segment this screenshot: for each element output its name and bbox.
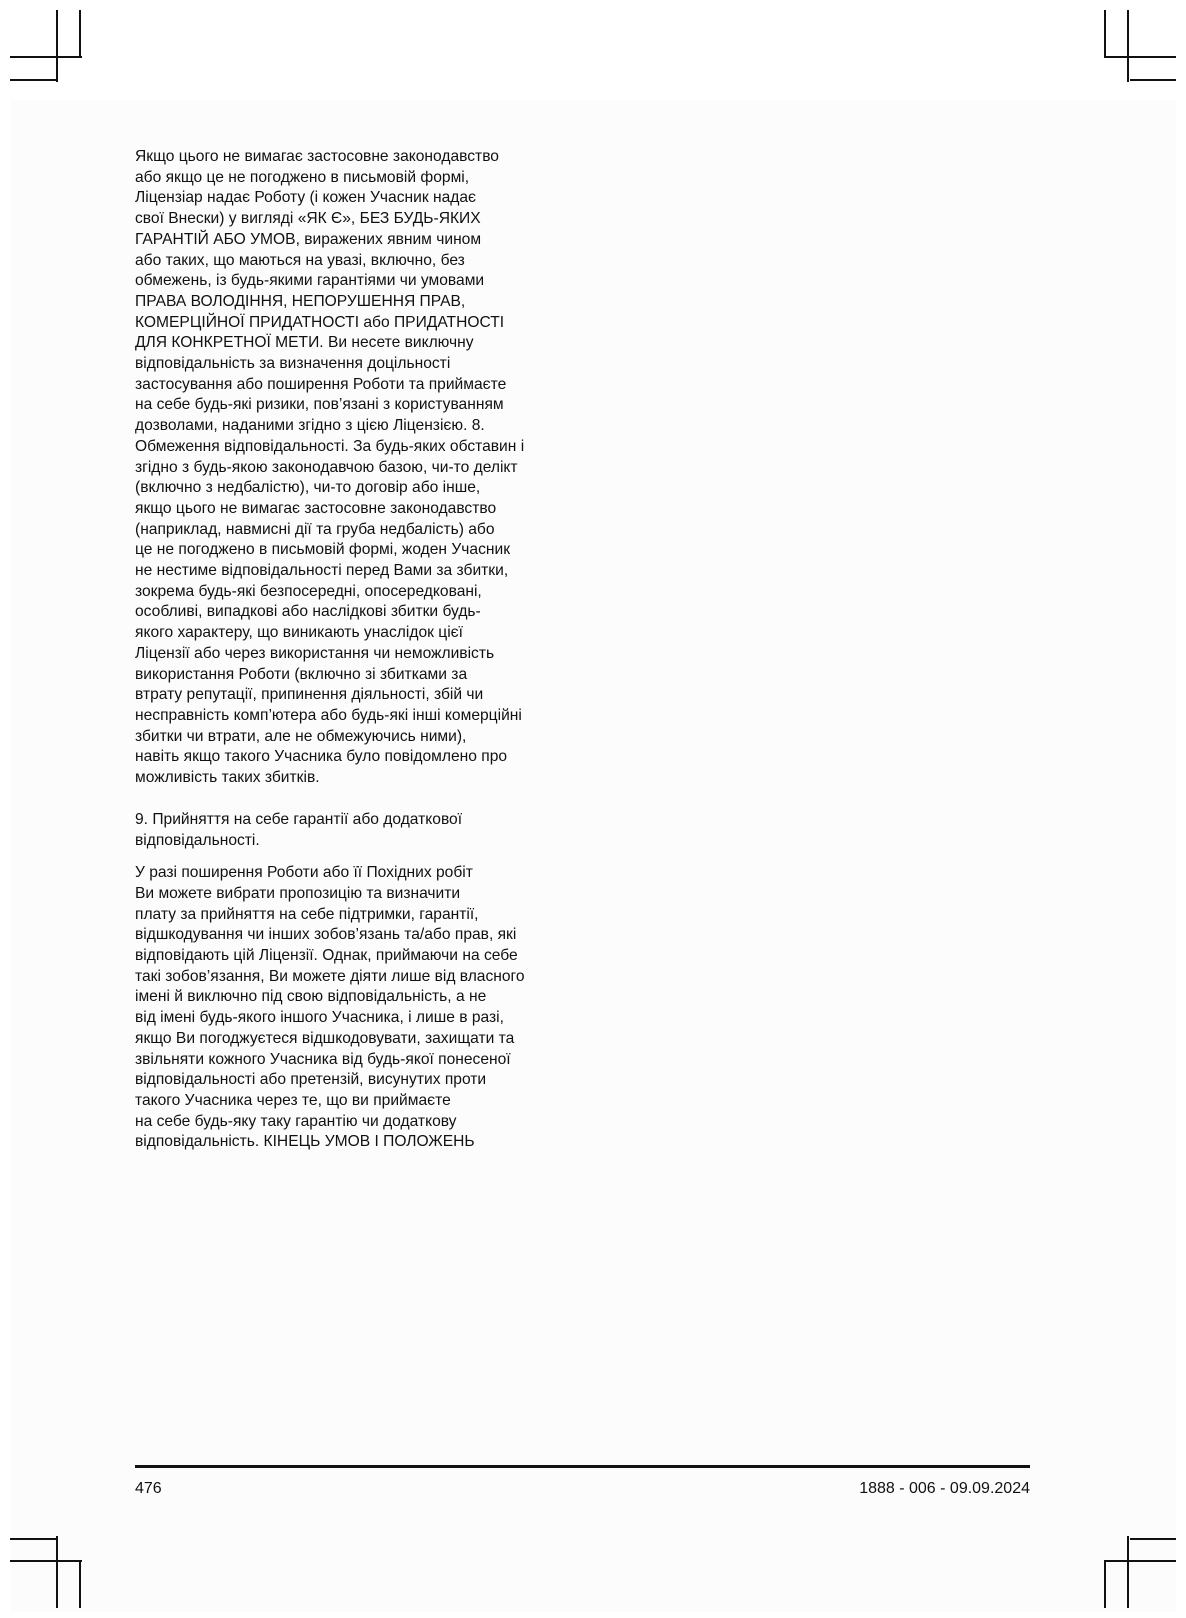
crop-mark-bottom-right-inner-horizontal: [1130, 1538, 1176, 1540]
text-line: на себе будь-яку таку гарантію чи додаткову: [135, 1112, 457, 1130]
text-line: КОМЕРЦІЙНОЇ ПРИДАТНОСТІ або ПРИДАТНОСТІ: [135, 313, 505, 331]
text-line: можливість таких збитків.: [135, 769, 320, 787]
crop-mark-top-right-horizontal: [1104, 56, 1176, 58]
crop-mark-top-left-inner-horizontal: [10, 79, 56, 81]
crop-mark-bottom-left-horizontal: [10, 1560, 82, 1562]
footer-rule: [135, 1465, 1030, 1468]
crop-mark-bottom-right-inner-vertical: [1104, 1562, 1106, 1608]
crop-mark-bottom-left-vertical: [56, 1536, 58, 1608]
text-line: Обмеження відповідальності. За будь-яких обставин і: [135, 437, 525, 455]
text-line: особливі, випадкові або наслідкові збитки будь-: [135, 603, 481, 621]
text-line: збитки чи втрати, але не обмежуючись ними),: [135, 727, 467, 745]
text-line: ДЛЯ КОНКРЕТНОЇ МЕТИ. Ви несете виключну: [135, 334, 474, 352]
heading-line: 9. Прийняття на себе гарантії або додаткової: [135, 810, 463, 828]
text-line: ГАРАНТІЙ АБО УМОВ, виражених явним чином: [135, 230, 482, 248]
text-column: [135, 147, 575, 1153]
text-line: такі зобов’язання, Ви можете діяти лише від власного: [135, 967, 525, 985]
paragraph-warranty-disclaimer: [135, 147, 575, 789]
crop-mark-top-right-vertical: [1127, 10, 1129, 82]
text-line: відповідають цій Ліцензії. Однак, приймаючи на себе: [135, 947, 518, 965]
crop-mark-top-left-vertical: [56, 10, 58, 82]
text-line: від імені будь-якого іншого Учасника, і лише в разі,: [135, 1009, 504, 1027]
text-line: зокрема будь-які безпосередні, опосередковані,: [135, 582, 482, 600]
crop-mark-bottom-right-vertical: [1127, 1536, 1129, 1608]
text-line: дозволами, наданими згідно з цією Ліцензією. 8.: [135, 417, 485, 435]
text-line: плату за прийняття на себе підтримки, гарантії,: [135, 905, 479, 923]
text-line: навіть якщо такого Учасника було повідомлено про: [135, 748, 508, 766]
text-line: Ліцензії або через використання чи неможливість: [135, 644, 495, 662]
text-line: використання Роботи (включно зі збитками за: [135, 665, 468, 683]
text-line: несправність комп’ютера або будь-які інші комерційні: [135, 706, 522, 724]
text-line: якщо цього не вимагає застосовне законодавство: [135, 499, 497, 517]
text-line: (включно з недбалістю), чи-то договір або інше,: [135, 479, 481, 497]
heading-line: відповідальності.: [135, 831, 260, 849]
text-line: звільняти кожного Учасника від будь-якої понесеної: [135, 1050, 511, 1068]
paragraph-additional-liability: [135, 863, 575, 1153]
text-line: Ви можете вибрати пропозицію та визначити: [135, 884, 461, 902]
text-line: свої Внески) у вигляді «ЯК Є», БЕЗ БУДЬ-ЯКИХ: [135, 210, 481, 228]
text-line: втрату репутації, припинення діяльності, збій чи: [135, 686, 484, 704]
text-line: імені й виключно під свою відповідальність, а не: [135, 988, 487, 1006]
crop-mark-top-left-inner-vertical: [79, 10, 81, 56]
text-line: (наприклад, навмисні дії та груба недбалість) або: [135, 520, 495, 538]
text-line: відшкодування чи інших зобов’язань та/або прав, які: [135, 926, 517, 944]
page-number: 476: [135, 1480, 162, 1497]
crop-mark-top-left-horizontal: [10, 56, 82, 58]
text-line: якого характеру, що виникають унаслідок цієї: [135, 624, 463, 642]
text-line: згідно з будь-якою законодавчою базою, чи-то делікт: [135, 458, 518, 476]
text-line: Якщо цього не вимагає застосовне законодавство: [135, 148, 499, 165]
text-line: або якщо це не погоджено в письмовій формі,: [135, 168, 470, 186]
crop-mark-bottom-left-inner-horizontal: [10, 1538, 56, 1540]
text-line: відповідальності або претензій, висунутих проти: [135, 1071, 487, 1089]
text-line: обмежень, із будь-якими гарантіями чи умовами: [135, 272, 485, 290]
text-line: не нестиме відповідальності перед Вами за збитки,: [135, 562, 509, 580]
text-line: такого Учасника через те, що ви приймаєте: [135, 1091, 451, 1109]
text-line: У разі поширення Роботи або її Похідних робіт: [135, 864, 473, 882]
text-line: ПРАВА ВОЛОДІННЯ, НЕПОРУШЕННЯ ПРАВ,: [135, 292, 466, 310]
document-code: 1888 - 006 - 09.09.2024: [859, 1480, 1030, 1497]
text-line: якщо Ви погоджуєтеся відшкодовувати, захищати та: [135, 1029, 515, 1047]
crop-mark-bottom-left-inner-vertical: [79, 1562, 81, 1608]
text-line: або таких, що маються на увазі, включно, без: [135, 251, 465, 269]
text-line: Ліцензіар надає Роботу (і кожен Учасник надає: [135, 189, 476, 207]
section-heading: [135, 810, 575, 851]
text-line: на себе будь-які ризики, пов’язані з користуванням: [135, 396, 504, 414]
text-line: відповідальність. КІНЕЦЬ УМОВ І ПОЛОЖЕНЬ: [135, 1133, 475, 1151]
text-line: відповідальність за визначення доцільності: [135, 355, 451, 373]
text-line: це не погоджено в письмовій формі, жоден Учасник: [135, 541, 511, 559]
text-line: застосування або поширення Роботи та приймаєте: [135, 375, 507, 393]
crop-mark-top-right-inner-vertical: [1104, 10, 1106, 56]
crop-mark-top-right-inner-horizontal: [1130, 79, 1176, 81]
crop-mark-bottom-right-horizontal: [1104, 1560, 1176, 1562]
